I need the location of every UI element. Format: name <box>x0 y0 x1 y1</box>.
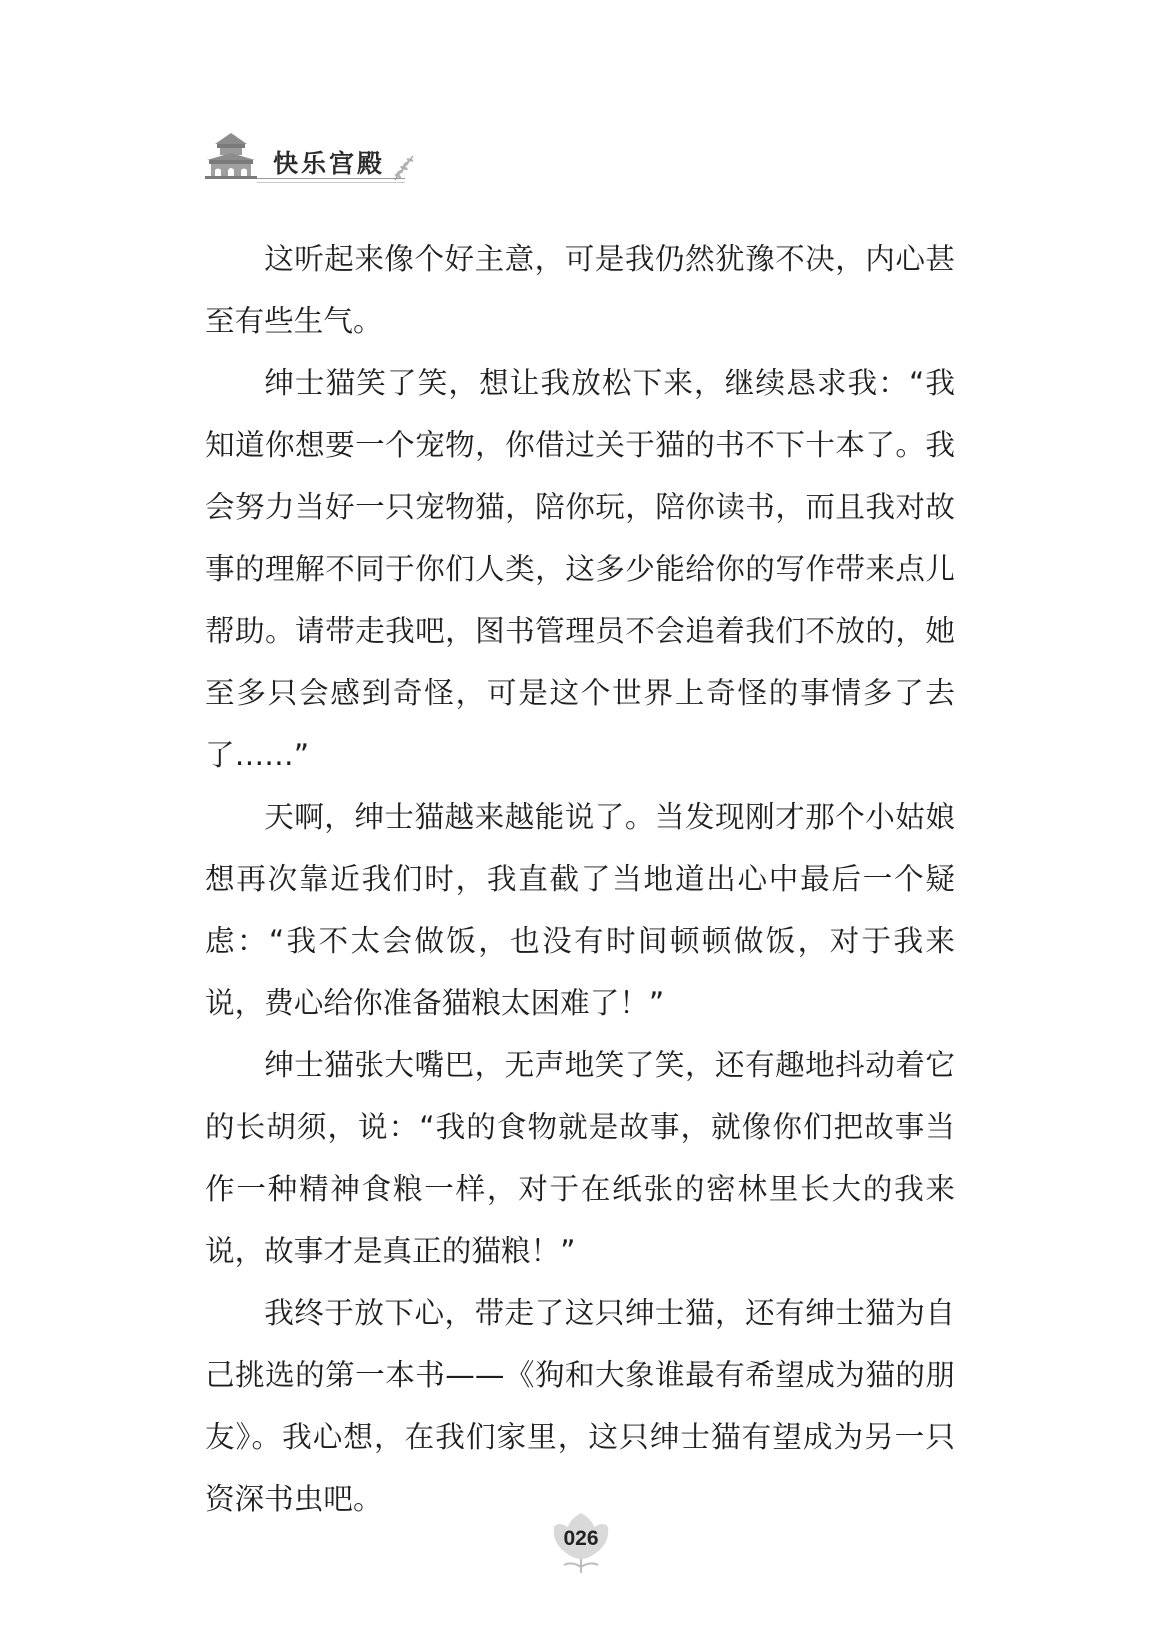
page-number-badge <box>548 1509 614 1575</box>
palace-icon <box>205 130 257 186</box>
paragraph: 天啊，绅士猫越来越能说了。当发现刚才那个小姑娘想再次靠近我们时，我直截了当地道出心中最后一个疑虑：“我不太会做饭，也没有时间顿顿做饭，对于我来说，费心给你准备猫粮太困难了！” <box>205 800 955 1020</box>
page-number: 026 <box>563 1527 599 1550</box>
body-text <box>205 228 955 1530</box>
header-rule-secondary <box>257 182 405 183</box>
paragraph: 绅士猫张大嘴巴，无声地笑了笑，还有趣地抖动着它的长胡须，说：“我的食物就是故事，就像你们把故事当作一种精神食粮一样，对于在纸张的密林里长大的我来说，故事才是真正的猫粮！” <box>205 1048 955 1268</box>
paragraph: 这听起来像个好主意，可是我仍然犹豫不决，内心甚至有些生气。 <box>205 242 955 338</box>
paragraph: 绅士猫笑了笑，想让我放松下来，继续恳求我：“我知道你想要一个宠物，你借过关于猫的书不下十本了。我会努力当好一只宠物猫，陪你玩，陪你读书，而且我对故事的理解不同于你们人类，这多少能给你的写作带来点儿帮助。请带走我吧，图书管理员不会追着我们不放的，她至多只会感到奇怪，可是这个世界上奇怪的事情多了去了……” <box>205 366 955 772</box>
header-title: 快乐宫殿 <box>273 149 386 178</box>
sprig-icon <box>391 152 417 182</box>
paragraph: 我终于放下心，带走了这只绅士猫，还有绅士猫为自己挑选的第一本书——《狗和大象谁最有希望成为猫的朋友》。我心想，在我们家里，这只绅士猫有望成为另一只资深书虫吧。 <box>205 1296 955 1516</box>
running-header <box>205 130 415 186</box>
header-rule <box>257 178 405 179</box>
